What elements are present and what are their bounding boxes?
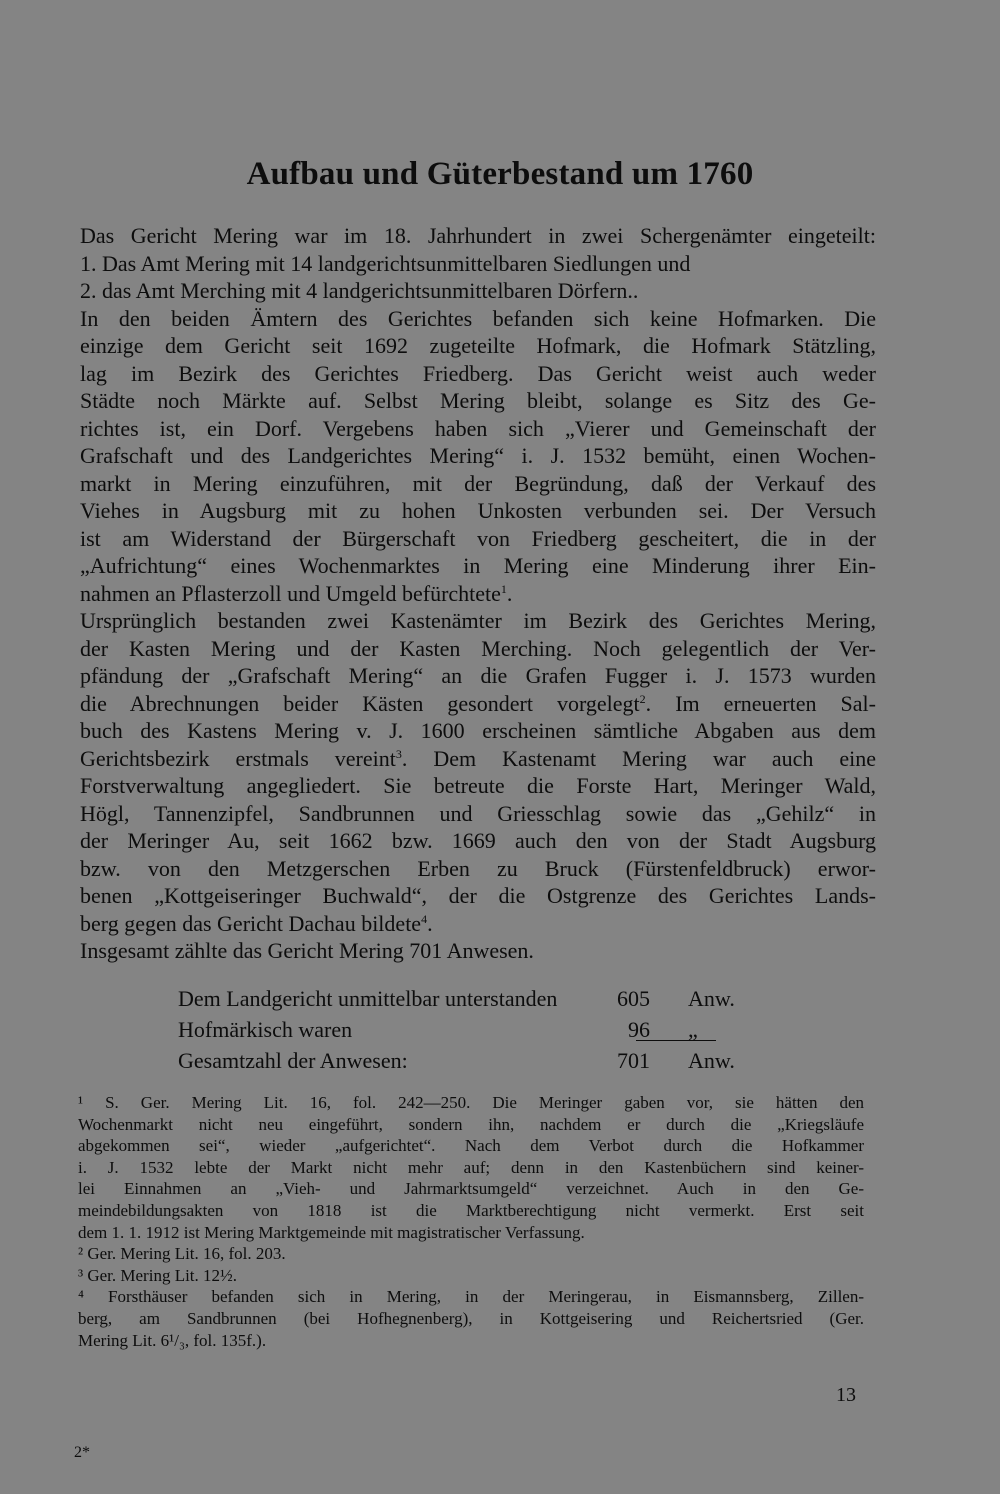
body-line: In den beiden Ämtern des Gerichtes befanden sich keine Hofmarken. Die (80, 305, 876, 331)
footnote-line: dem 1. 1. 1912 ist Mering Marktgemeinde mit magistratischer Verfassung. (78, 1222, 585, 1242)
footnotes (78, 1092, 864, 1351)
footnote-line: Wochenmarkt nicht neu eingeführt, sondern ihn, nachdem er durch die „Kriegsläufe (78, 1114, 864, 1134)
body-line: 1. Das Amt Mering mit 14 landgerichtsunmittelbaren Siedlungen und (80, 250, 691, 276)
footnote-line: ² Ger. Mering Lit. 16, fol. 203. (78, 1244, 286, 1264)
footnote-reference: 4 (421, 911, 428, 926)
body-line: Grafschaft und des Landgerichtes Mering“ i. J. 1532 bemüht, einen Wochen- (80, 443, 876, 468)
body-line: buch des Kastens Mering v. J. 1600 erscheinen sämtliche Abgaben aus dem (80, 718, 876, 743)
page-title: Aufbau und Güterbestand um 1760 (246, 156, 754, 192)
body-line: Högl, Tannenzipfel, Sandbrunnen und Griesschlag sowie das „Gehilz“ in (80, 800, 876, 826)
tally-table (178, 983, 758, 1076)
body-line: lag im Bezirk des Gerichtes Friedberg. Das Gericht weist auch weder (80, 360, 876, 386)
body-line: ist am Widerstand der Bürgerschaft von Friedberg gescheitert, die in der (80, 525, 876, 551)
tally-row (178, 983, 758, 1014)
body-line: Ursprünglich bestanden zwei Kastenämter im Bezirk des Gerichtes Mering, (80, 608, 876, 633)
body-line: Gerichtsbezirk erstmals vereint$^3$. Dem Kastenamt Mering war auch eine (80, 745, 876, 771)
footnote-line: abgekommen sei“, wieder „aufgerichtet“. Nach dem Verbot durch die Hofkammer (78, 1136, 864, 1156)
tally-number: 605 (617, 986, 650, 1011)
body-line: Insgesamt zählte das Gericht Mering 701 Anwesen. (80, 938, 534, 963)
tally-unit: „ (688, 1017, 698, 1042)
tally-unit: Anw. (688, 986, 735, 1011)
body-line: Das Gericht Mering war im 18. Jahrhundert in zwei Schergenämter eingeteilt: (80, 223, 876, 248)
tally-row (178, 1014, 758, 1045)
body-line: Viehes in Augsburg mit zu hohen Unkosten verbunden sei. Der Versuch (80, 498, 876, 523)
body-line: richtes ist, ein Dorf. Vergebens haben sich „Vierer und Gemeinschaft der (80, 415, 876, 441)
body-line: Städte noch Märkte auf. Selbst Mering bleibt, solange es Sitz des Ge- (80, 388, 876, 413)
tally-label: Dem Landgericht unmittelbar unterstanden (178, 986, 558, 1011)
body-line: nahmen an Pflasterzoll und Umgeld befürchtete$^1$. (80, 580, 513, 606)
footnote-line: berg, am Sandbrunnen (bei Hofhegnenberg), in Kottgeisering und Reichertsried (Ger. (78, 1308, 864, 1328)
body-line: benen „Kottgeiseringer Buchwald“, der die Ostgrenze des Gerichtes Lands- (80, 883, 876, 908)
body-line: bzw. von den Metzgerschen Erben zu Bruck (Fürstenfeldbruck) erwor- (80, 855, 876, 881)
tally-label: Hofmärkisch waren (178, 1017, 353, 1042)
footnote-reference: 3 (395, 746, 402, 761)
footnote-line: ³ Ger. Mering Lit. 12½. (78, 1265, 238, 1285)
body-line: einzige dem Gericht seit 1692 zugeteilte Hofmark, die Hofmark Stätzling, (80, 333, 876, 358)
body-text (80, 222, 876, 965)
body-line: 2. das Amt Merching mit 4 landgerichtsunmittelbaren Dörfern.. (80, 278, 639, 303)
body-line: der Kasten Mering und der Kasten Merching. Noch gelegentlich der Ver- (80, 635, 876, 661)
body-line: die Abrechnungen beider Kästen gesondert vorgelegt$^2$. Im erneuerten Sal- (80, 690, 876, 716)
body-line: markt in Mering einzuführen, mit der Begründung, daß der Verkauf des (80, 470, 876, 496)
tally-number: 701 (617, 1048, 650, 1073)
tally-number: 96 (628, 1017, 650, 1042)
tally-unit: Anw. (688, 1048, 735, 1073)
body-line: „Aufrichtung“ eines Wochenmarktes in Mering eine Minderung ihrer Ein- (80, 553, 876, 578)
footnote-line: i. J. 1532 lebte der Markt nicht mehr auf; denn in den Kastenbüchern sind keiner- (78, 1157, 864, 1177)
footnote-line: ¹ S. Ger. Mering Lit. 16, fol. 242—250. Die Meringer gaben vor, sie hätten den (78, 1093, 864, 1112)
footnote-reference: 2 (639, 691, 646, 706)
body-line: berg gegen das Gericht Dachau bildete$^4$. (80, 910, 433, 936)
footnote-line: lei Einnahmen an „Vieh- und Jahrmarktsumgeld“ verzeichnet. Auch in den Ge- (78, 1179, 864, 1199)
body-line: Forstverwaltung angegliedert. Sie betreute die Forste Hart, Meringer Wald, (80, 773, 876, 798)
body-line: der Meringer Au, seit 1662 bzw. 1669 auch den von der Stadt Augsburg (80, 828, 876, 853)
footnote-line: meindebildungsakten von 1818 ist die Marktberechtigung nicht vermerkt. Erst seit (78, 1200, 864, 1220)
footnote-line: Mering Lit. 6¹/₃, fol. 135f.). (78, 1330, 267, 1350)
body-line: pfändung der „Grafschaft Mering“ an die Grafen Fugger i. J. 1573 wurden (80, 663, 876, 688)
footnote-reference: 1 (500, 581, 507, 596)
footnote-line: ⁴ Forsthäuser befanden sich in Mering, in der Meringerau, in Eismannsberg, Zillen- (78, 1287, 864, 1307)
page-number: 13 (836, 1384, 856, 1406)
tally-label: Gesamtzahl der Anwesen: (178, 1048, 408, 1073)
signature-mark: 2* (74, 1444, 90, 1461)
tally-row (178, 1045, 758, 1076)
